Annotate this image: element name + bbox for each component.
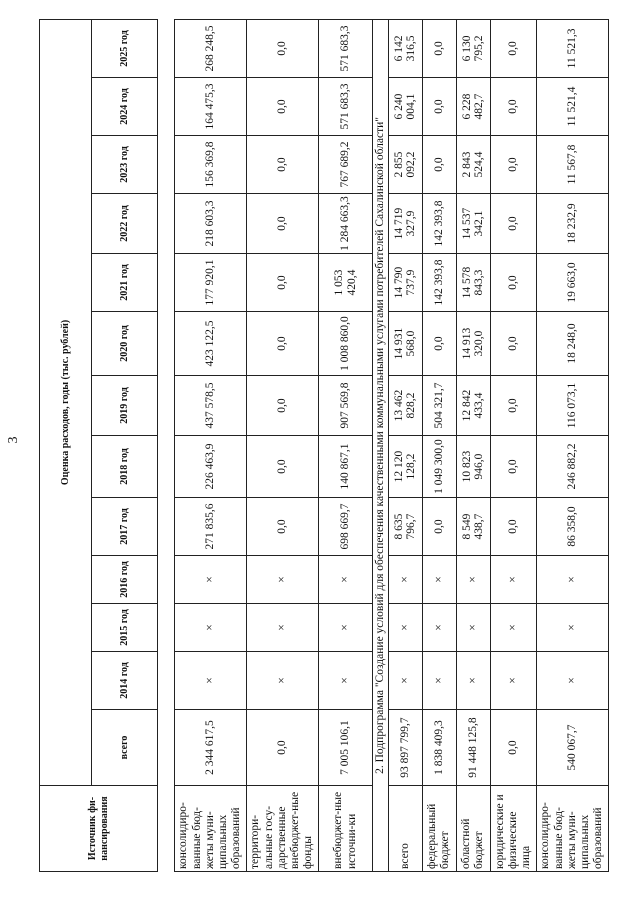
cell: 0,0 (422, 136, 456, 194)
row-total: 1 838 409,3 (422, 710, 456, 786)
cell: 271 835,6 (175, 498, 247, 556)
cell: 0,0 (247, 254, 319, 312)
row-total: 7 005 106,1 (319, 710, 373, 786)
row-source: юридические и физические лица (490, 786, 536, 872)
cell: 11 567,8 (536, 136, 608, 194)
cell: 142 393,8 (422, 194, 456, 254)
cell: 0,0 (490, 19, 536, 77)
cell: 86 358,0 (536, 498, 608, 556)
cell: 116 073,1 (536, 376, 608, 436)
cell: 437 578,5 (175, 376, 247, 436)
cell: × (456, 556, 490, 604)
cell: 10 823 946,0 (456, 436, 490, 498)
cell: 571 683,3 (319, 19, 373, 77)
table-row (319, 19, 373, 871)
cell: 0,0 (247, 194, 319, 254)
cell: × (319, 652, 373, 710)
cell: 164 475,3 (175, 78, 247, 136)
cell: 6 228 482,7 (456, 78, 490, 136)
cell: × (490, 604, 536, 652)
header-estimate: Оценка расходов, годы (тыс. рублей) (40, 19, 92, 785)
cell: 1 049 300,0 (422, 436, 456, 498)
spacer (158, 19, 175, 871)
cell: × (490, 556, 536, 604)
cell: 0,0 (422, 78, 456, 136)
row-total: 0,0 (490, 710, 536, 786)
cell: 0,0 (490, 78, 536, 136)
cell: 0,0 (490, 498, 536, 556)
cell: × (247, 604, 319, 652)
cell: 11 521,3 (536, 19, 608, 77)
cell: × (175, 556, 247, 604)
table-row (490, 19, 536, 871)
cell: × (388, 604, 422, 652)
cell: × (247, 652, 319, 710)
cell: 14 913 320,0 (456, 312, 490, 376)
cell: 156 369,8 (175, 136, 247, 194)
subprogram-title: 2. Подпрограмма "Создание условий для обеспечения качественными коммунальными услугами потребителей Сахалинской области" (373, 19, 389, 871)
cell: 0,0 (422, 498, 456, 556)
header-source: Источник фи-нансирования (40, 786, 158, 872)
cell: 0,0 (422, 19, 456, 77)
cell: 14 537 342,1 (456, 194, 490, 254)
cell: × (490, 652, 536, 710)
cell: 0,0 (247, 312, 319, 376)
row-source: территори-альные госу-дарственные внебюджет-ные фонды (247, 786, 319, 872)
table-row (536, 19, 608, 871)
table-row (456, 19, 490, 871)
cell: 0,0 (247, 376, 319, 436)
header-year: 2021 год (92, 254, 158, 312)
cell: 698 669,7 (319, 498, 373, 556)
cell: 18 248,0 (536, 312, 608, 376)
cell: 2 855 092,2 (388, 136, 422, 194)
cell: × (319, 556, 373, 604)
expenditure-table (39, 19, 609, 872)
cell: 268 248,5 (175, 19, 247, 77)
cell: 907 569,8 (319, 376, 373, 436)
cell: 0,0 (422, 312, 456, 376)
row-source: областной бюджет (456, 786, 490, 872)
row-total: 91 448 125,8 (456, 710, 490, 786)
cell: 14 931 568,0 (388, 312, 422, 376)
cell: 0,0 (247, 78, 319, 136)
header-year: 2014 год (92, 652, 158, 710)
cell: 1 053 420,4 (319, 254, 373, 312)
cell: 2 843 524,4 (456, 136, 490, 194)
cell: 0,0 (490, 254, 536, 312)
cell: 0,0 (490, 376, 536, 436)
cell: × (456, 652, 490, 710)
cell: × (175, 652, 247, 710)
cell: 19 663,0 (536, 254, 608, 312)
page-number: 3 (6, 436, 21, 444)
cell: × (319, 604, 373, 652)
cell: 0,0 (490, 436, 536, 498)
cell: 246 882,2 (536, 436, 608, 498)
cell: 14 719 327,9 (388, 194, 422, 254)
cell: 14 578 843,3 (456, 254, 490, 312)
header-year: 2023 год (92, 136, 158, 194)
cell: 0,0 (247, 498, 319, 556)
cell: 226 463,9 (175, 436, 247, 498)
cell: 14 790 737,9 (388, 254, 422, 312)
header-year: 2020 год (92, 312, 158, 376)
table-row (388, 19, 422, 871)
cell: 12 120 128,2 (388, 436, 422, 498)
cell: 0,0 (247, 436, 319, 498)
cell: × (536, 604, 608, 652)
cell: × (175, 604, 247, 652)
row-source: консолидиро-ванные бюд-жеты муни-ципальных образований (536, 786, 608, 872)
row-source: всего (388, 786, 422, 872)
cell: 0,0 (247, 19, 319, 77)
header-year: 2025 год (92, 19, 158, 77)
row-source: внебюджет-ные источни-ки (319, 786, 373, 872)
cell: 6 130 795,2 (456, 19, 490, 77)
row-source: федеральный бюджет (422, 786, 456, 872)
row-source: консолидиро-ванные бюд-жеты муни-ципальных образований (175, 786, 247, 872)
cell: 0,0 (490, 136, 536, 194)
cell: × (388, 652, 422, 710)
cell: × (422, 556, 456, 604)
cell: 177 920,1 (175, 254, 247, 312)
cell: × (247, 556, 319, 604)
cell: × (536, 556, 608, 604)
table-row (422, 19, 456, 871)
row-total: 540 067,7 (536, 710, 608, 786)
header-year: 2024 год (92, 78, 158, 136)
table-row (247, 19, 319, 871)
header-year: 2019 год (92, 376, 158, 436)
cell: 8 549 438,7 (456, 498, 490, 556)
cell: 12 842 433,4 (456, 376, 490, 436)
cell: × (388, 556, 422, 604)
header-year: 2018 год (92, 436, 158, 498)
cell: × (422, 652, 456, 710)
cell: 504 321,7 (422, 376, 456, 436)
row-total: 93 897 799,7 (388, 710, 422, 786)
cell: 0,0 (247, 136, 319, 194)
header-year: 2017 год (92, 498, 158, 556)
cell: × (456, 604, 490, 652)
cell: 767 689,2 (319, 136, 373, 194)
cell: 1 008 860,0 (319, 312, 373, 376)
cell: 0,0 (490, 194, 536, 254)
cell: 140 867,1 (319, 436, 373, 498)
cell: 218 603,3 (175, 194, 247, 254)
cell: 0,0 (490, 312, 536, 376)
cell: 1 284 663,3 (319, 194, 373, 254)
header-total: всего (92, 710, 158, 786)
row-total: 0,0 (247, 710, 319, 786)
cell: × (536, 652, 608, 710)
cell: 6 240 004,1 (388, 78, 422, 136)
cell: × (422, 604, 456, 652)
header-year: 2015 год (92, 604, 158, 652)
cell: 18 232,9 (536, 194, 608, 254)
cell: 8 635 796,7 (388, 498, 422, 556)
row-total: 2 344 617,5 (175, 710, 247, 786)
table-row (175, 19, 247, 871)
cell: 423 122,5 (175, 312, 247, 376)
header-year: 2016 год (92, 556, 158, 604)
cell: 13 462 828,2 (388, 376, 422, 436)
cell: 142 393,8 (422, 254, 456, 312)
header-year: 2022 год (92, 194, 158, 254)
cell: 571 683,3 (319, 78, 373, 136)
rotated-table-container (39, 20, 605, 872)
cell: 6 142 316,5 (388, 19, 422, 77)
cell: 11 521,4 (536, 78, 608, 136)
